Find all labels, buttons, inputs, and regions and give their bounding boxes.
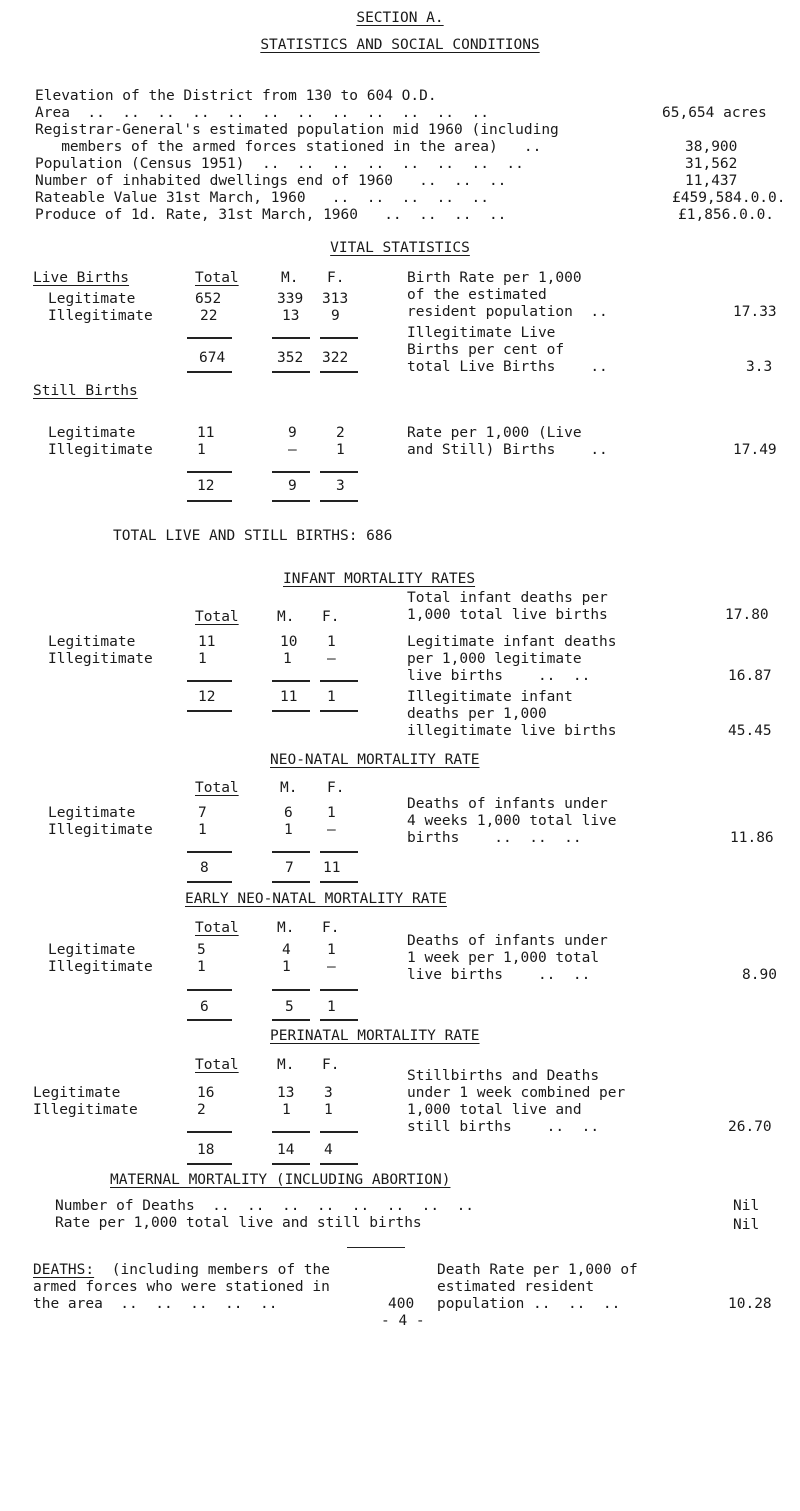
cell-total: 11 (197, 425, 215, 441)
cell-m: 1 (284, 822, 293, 838)
total-cell: 12 (197, 478, 215, 494)
total-m: 352 (277, 350, 304, 366)
col-m: M. (280, 780, 298, 796)
cell-m: 1 (282, 1102, 291, 1118)
row-label: Legitimate (48, 291, 136, 307)
rule (187, 1131, 232, 1133)
cell-f: 9 (331, 308, 340, 324)
cell-f: 1 (336, 442, 345, 458)
total-m: 9 (288, 478, 297, 494)
infant-rate-value: 17.80 (725, 607, 769, 623)
rule (272, 881, 310, 883)
infant-heading: INFANT MORTALITY RATES (283, 571, 476, 587)
rule (187, 680, 232, 682)
neonatal-rate-text: Deaths of infants under 4 weeks 1,000 total live births .. .. .. (407, 796, 617, 846)
cell-m: – (288, 442, 297, 458)
cell-f: 1 (327, 634, 336, 650)
rule (320, 989, 358, 991)
perinatal-heading: PERINATAL MORTALITY RATE (270, 1028, 480, 1044)
rule (187, 851, 232, 853)
district-value: £459,584.0.0. (672, 190, 786, 206)
cell-m: 13 (282, 308, 300, 324)
district-line: Registrar-General's estimated population mid 1960 (including (35, 122, 559, 138)
district-line: Area .. .. .. .. .. .. .. .. .. .. .. .. (35, 105, 489, 121)
row-label: Illegitimate (48, 822, 153, 838)
cell-f: 3 (324, 1085, 333, 1101)
cell-total: 1 (197, 959, 206, 975)
col-f: F. (327, 780, 345, 796)
birth-rate-value: 17.33 (733, 304, 777, 320)
rule (320, 1163, 358, 1165)
district-line: Number of inhabited dwellings end of 1960 .. .. .. (35, 173, 507, 189)
still-rate-text: Rate per 1,000 (Live and Still) Births .. (407, 425, 608, 458)
rule (320, 851, 358, 853)
vital-heading: VITAL STATISTICS (330, 240, 470, 256)
district-value: 11,437 (685, 173, 738, 189)
illeg-infant-rate-text: Illegitimate infant deaths per 1,000 illegitimate live births (407, 689, 617, 739)
district-line: Produce of 1d. Rate, 31st March, 1960 .. .. .. .. (35, 207, 507, 223)
illeg-infant-rate-value: 45.45 (728, 723, 772, 739)
perinatal-rate-value: 26.70 (728, 1119, 772, 1135)
cell-f: 2 (336, 425, 345, 441)
district-line: Population (Census 1951) .. .. .. .. .. .. .. .. (35, 156, 524, 172)
total-births: TOTAL LIVE AND STILL BIRTHS: 686 (113, 528, 393, 544)
total-f: 3 (336, 478, 345, 494)
still-births-label: Still Births (33, 383, 138, 399)
total-f: 1 (327, 689, 336, 705)
total-f: 1 (327, 999, 336, 1015)
rule (272, 500, 310, 502)
rule (272, 471, 310, 473)
deaths-text: (including members of the armed forces who were stationed in the area .. .. .. .. .. (33, 1262, 330, 1312)
col-f: F. (327, 270, 345, 286)
rule (272, 1131, 310, 1133)
total-f: 4 (324, 1142, 333, 1158)
rule (187, 500, 232, 502)
rule (187, 710, 232, 712)
total-m: 14 (277, 1142, 295, 1158)
rule (272, 1019, 310, 1021)
rule (320, 500, 358, 502)
row-label: Illegitimate (48, 959, 153, 975)
cell-f: – (327, 651, 336, 667)
rule (272, 710, 310, 712)
total-cell: 6 (200, 999, 209, 1015)
total-f: 322 (322, 350, 349, 366)
col-total: Total (195, 270, 239, 286)
col-total: Total (195, 609, 239, 625)
illegitimate-text: Illegitimate Live Births per cent of total Live Births .. (407, 325, 608, 375)
total-m: 11 (280, 689, 298, 705)
rule (320, 710, 358, 712)
cell-total: 16 (197, 1085, 215, 1101)
rule (320, 881, 358, 883)
total-m: 5 (285, 999, 294, 1015)
maternal-heading: MATERNAL MORTALITY (INCLUDING ABORTION) (110, 1172, 451, 1188)
page-number: - 4 - (381, 1313, 425, 1329)
page-title: STATISTICS AND SOCIAL CONDITIONS (260, 37, 540, 53)
col-total: Total (195, 920, 239, 936)
cell-f: – (327, 822, 336, 838)
neonatal-rate-value: 11.86 (730, 830, 774, 846)
cell-f: – (327, 959, 336, 975)
total-f: 11 (323, 860, 341, 876)
rule (320, 337, 358, 339)
rule (320, 471, 358, 473)
legit-infant-rate-value: 16.87 (728, 668, 772, 684)
cell-total: 2 (197, 1102, 206, 1118)
rule (320, 1131, 358, 1133)
row-label: Legitimate (33, 1085, 121, 1101)
district-value: 65,654 acres (662, 105, 767, 121)
cell-total: 22 (200, 308, 218, 324)
deaths-heading: DEATHS: (33, 1262, 95, 1278)
cell-total: 7 (198, 805, 207, 821)
rule (187, 471, 232, 473)
district-value: 31,562 (685, 156, 738, 172)
maternal-deaths-label: Number of Deaths .. .. .. .. .. .. .. .. (55, 1198, 475, 1214)
rule (187, 1019, 232, 1021)
rule (272, 337, 310, 339)
district-line: Elevation of the District from 130 to 604 O.D. (35, 88, 437, 104)
rule (272, 989, 310, 991)
cell-total: 1 (198, 822, 207, 838)
cell-m: 9 (288, 425, 297, 441)
rule (187, 989, 232, 991)
row-label: Illegitimate (48, 442, 153, 458)
col-f: F. (322, 609, 340, 625)
row-label: Illegitimate (48, 308, 153, 324)
total-m: 7 (285, 860, 294, 876)
col-total: Total (195, 1057, 239, 1073)
cell-m: 339 (277, 291, 304, 307)
row-label: Legitimate (48, 942, 136, 958)
row-label: Illegitimate (48, 651, 153, 667)
cell-total: 5 (197, 942, 206, 958)
cell-m: 4 (282, 942, 291, 958)
death-rate-text: Death Rate per 1,000 of estimated resident population .. .. .. (437, 1262, 638, 1312)
cell-f: 1 (324, 1102, 333, 1118)
early-heading: EARLY NEO-NATAL MORTALITY RATE (185, 891, 447, 907)
cell-m: 6 (284, 805, 293, 821)
section-heading: SECTION A. (356, 10, 444, 26)
row-label: Legitimate (48, 425, 136, 441)
cell-total: 1 (198, 651, 207, 667)
row-label: Legitimate (48, 805, 136, 821)
rule (272, 851, 310, 853)
maternal-rate-value: Nil (733, 1217, 760, 1233)
death-rate-value: 10.28 (728, 1296, 772, 1312)
cell-total: 652 (195, 291, 222, 307)
cell-total: 11 (198, 634, 216, 650)
cell-m: 1 (282, 959, 291, 975)
rule (272, 371, 310, 373)
total-cell: 674 (199, 350, 226, 366)
rule (272, 1163, 310, 1165)
perinatal-rate-text: Stillbirths and Deaths under 1 week combined per 1,000 total live and still births .. .. (407, 1068, 626, 1135)
rule (272, 680, 310, 682)
legit-infant-rate-text: Legitimate infant deaths per 1,000 legitimate live births .. .. (407, 634, 617, 684)
col-m: M. (277, 920, 295, 936)
cell-m: 10 (280, 634, 298, 650)
district-value: £1,856.0.0. (678, 207, 775, 223)
district-value: 38,900 (685, 139, 738, 155)
rule (187, 1163, 232, 1165)
col-total: Total (195, 780, 239, 796)
rule (320, 1019, 358, 1021)
cell-f: 313 (322, 291, 349, 307)
total-cell: 18 (197, 1142, 215, 1158)
early-rate-text: Deaths of infants under 1 week per 1,000 total live births .. .. (407, 933, 608, 983)
illegitimate-value: 3.3 (746, 359, 773, 375)
rule (187, 881, 232, 883)
neonatal-heading: NEO-NATAL MORTALITY RATE (270, 752, 480, 768)
maternal-deaths-value: Nil (733, 1198, 760, 1214)
col-f: F. (322, 920, 340, 936)
cell-f: 1 (327, 805, 336, 821)
row-label: Illegitimate (33, 1102, 138, 1118)
row-label: Legitimate (48, 634, 136, 650)
col-m: M. (281, 270, 299, 286)
rule (187, 337, 232, 339)
still-rate-value: 17.49 (733, 442, 777, 458)
rule (320, 680, 358, 682)
col-f: F. (322, 1057, 340, 1073)
cell-f: 1 (327, 942, 336, 958)
col-m: M. (277, 1057, 295, 1073)
maternal-rate-label: Rate per 1,000 total live and still births (55, 1215, 422, 1231)
district-line: Rateable Value 31st March, 1960 .. .. .. .. .. (35, 190, 489, 206)
total-cell: 12 (198, 689, 216, 705)
birth-rate-text: Birth Rate per 1,000 of the estimated resident population .. (407, 270, 608, 320)
early-rate-value: 8.90 (742, 967, 777, 983)
live-births-label: Live Births (33, 270, 130, 286)
deaths-value: 400 (388, 1296, 415, 1312)
total-cell: 8 (200, 860, 209, 876)
rule (187, 371, 232, 373)
infant-rate-text: Total infant deaths per 1,000 total live births (407, 590, 608, 623)
rule (320, 371, 358, 373)
cell-total: 1 (197, 442, 206, 458)
district-line: members of the armed forces stationed in the area) .. (35, 139, 542, 155)
cell-m: 13 (277, 1085, 295, 1101)
col-m: M. (277, 609, 295, 625)
divider (347, 1247, 405, 1248)
cell-m: 1 (283, 651, 292, 667)
